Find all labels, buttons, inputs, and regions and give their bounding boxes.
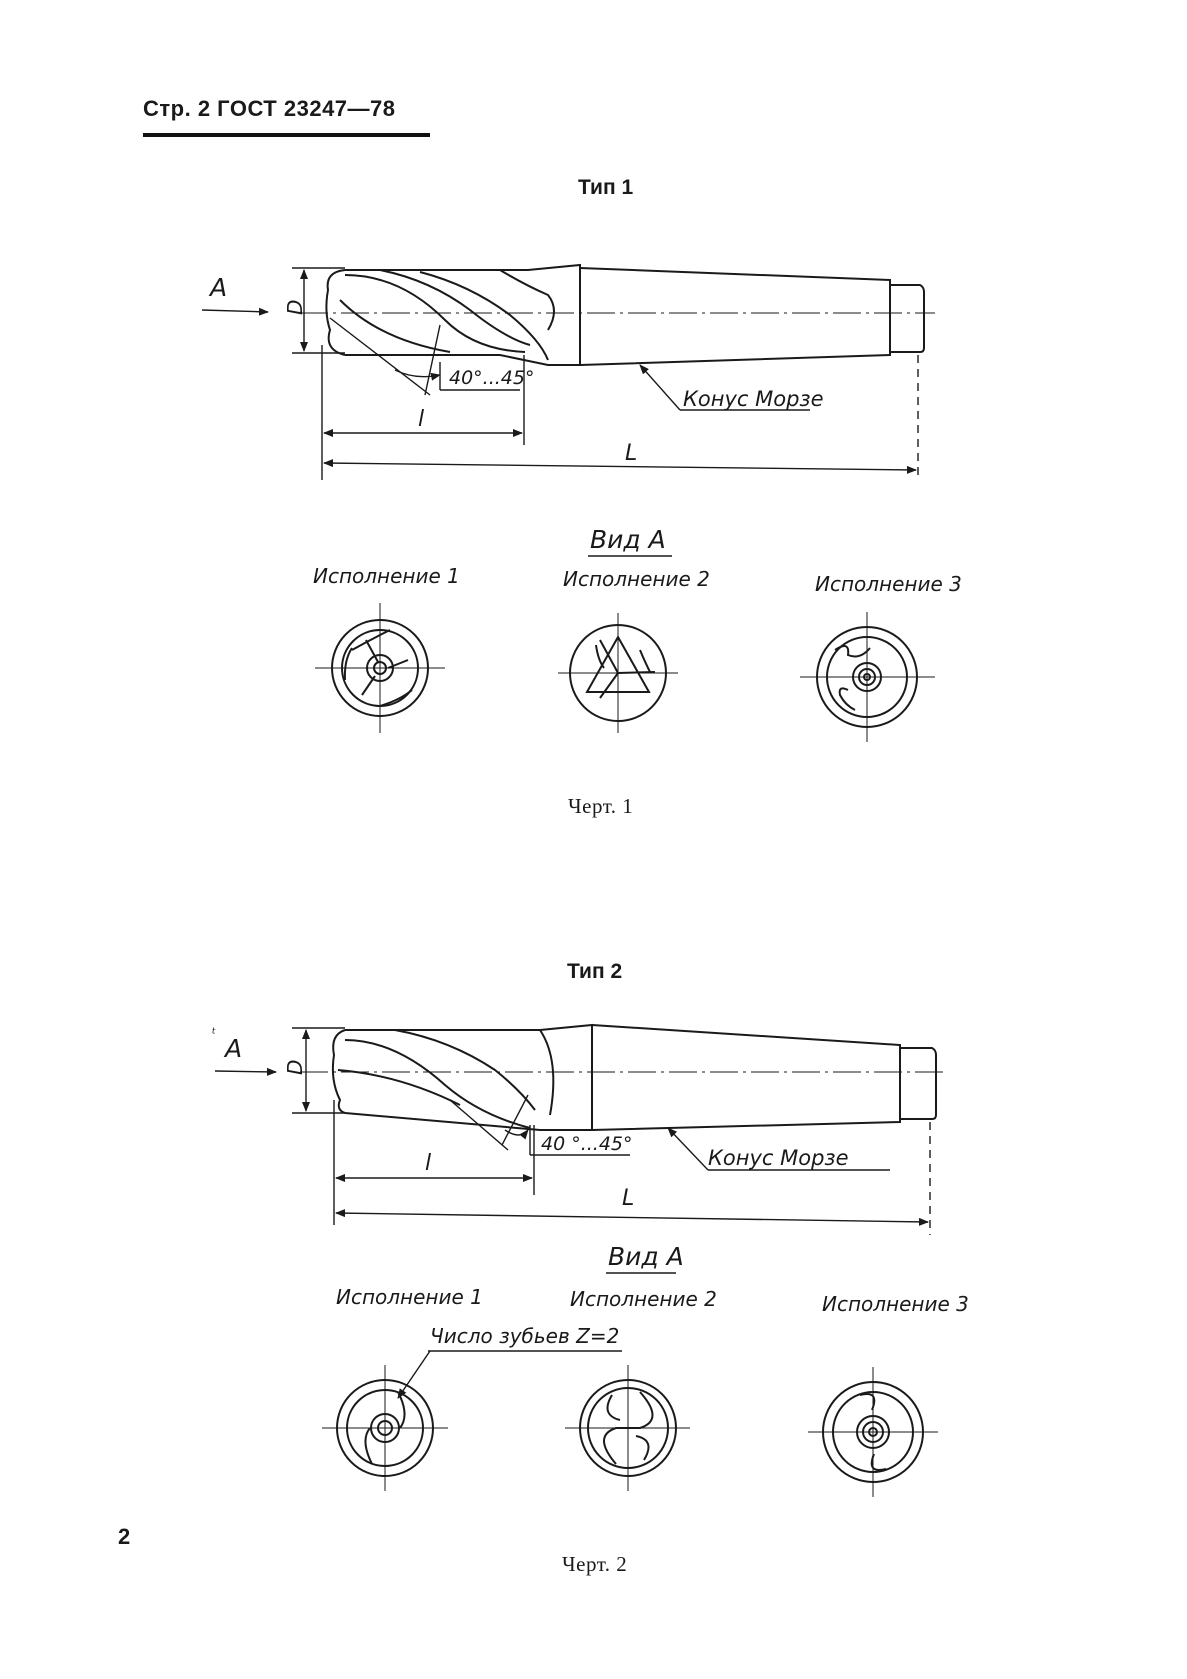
fig2-end-view-2	[565, 1365, 690, 1491]
fig2-diameter-label: D	[283, 1059, 307, 1075]
fig2-dimensions	[215, 1028, 930, 1235]
fig2-cutter	[300, 1025, 945, 1130]
fig1-end-view-3	[800, 612, 935, 742]
fig1-end-view-2	[558, 613, 678, 733]
fig1-length-total-label: L	[625, 441, 638, 466]
fig2-title: Тип 2	[567, 960, 623, 983]
fig2-variant3-label: Исполнение 3	[822, 1292, 969, 1316]
fig1-cone-label: Конус Морзе	[683, 387, 824, 411]
fig2-variant1-label: Исполнение 1	[336, 1285, 483, 1309]
fig2-view-arrow-label: A	[225, 1034, 243, 1063]
fig1-diameter-label: D	[283, 299, 307, 315]
fig1-length-small-label: l	[418, 407, 425, 432]
fig1-variant2-label: Исполнение 2	[563, 567, 710, 591]
fig1-dimensions	[202, 268, 918, 480]
fig2-variant2-label: Исполнение 2	[570, 1287, 717, 1311]
fig2-end-view-1	[322, 1365, 448, 1491]
fig2-stray-mark: ᵗ	[212, 1026, 217, 1042]
fig1-view-label: Вид А	[590, 525, 666, 554]
fig1-variant3-label: Исполнение 3	[815, 572, 962, 596]
fig1-variant1-label: Исполнение 1	[313, 564, 460, 588]
fig1-angle-label: 40°...45°	[449, 367, 535, 389]
fig1-title: Тип 1	[578, 176, 634, 199]
fig1-end-view-1	[315, 603, 445, 733]
fig2-length-total-label: L	[622, 1186, 635, 1211]
fig2-angle-label: 40 °...45°	[541, 1133, 633, 1155]
fig2-end-view-3	[808, 1367, 938, 1497]
fig2-cone-label: Конус Морзе	[708, 1146, 849, 1170]
fig1-view-arrow-label: A	[210, 273, 228, 302]
fig1-caption: Черт. 1	[568, 794, 634, 818]
page-header: Стр. 2 ГОСТ 23247—78	[143, 96, 396, 121]
fig2-view-label: Вид А	[608, 1242, 684, 1271]
fig1-cutter	[300, 265, 935, 365]
page-number: 2	[118, 1524, 131, 1549]
fig2-teeth-note: Число зубьев Z=2	[430, 1324, 620, 1348]
fig2-length-small-label: l	[425, 1151, 432, 1176]
fig2-caption: Черт. 2	[562, 1552, 628, 1576]
